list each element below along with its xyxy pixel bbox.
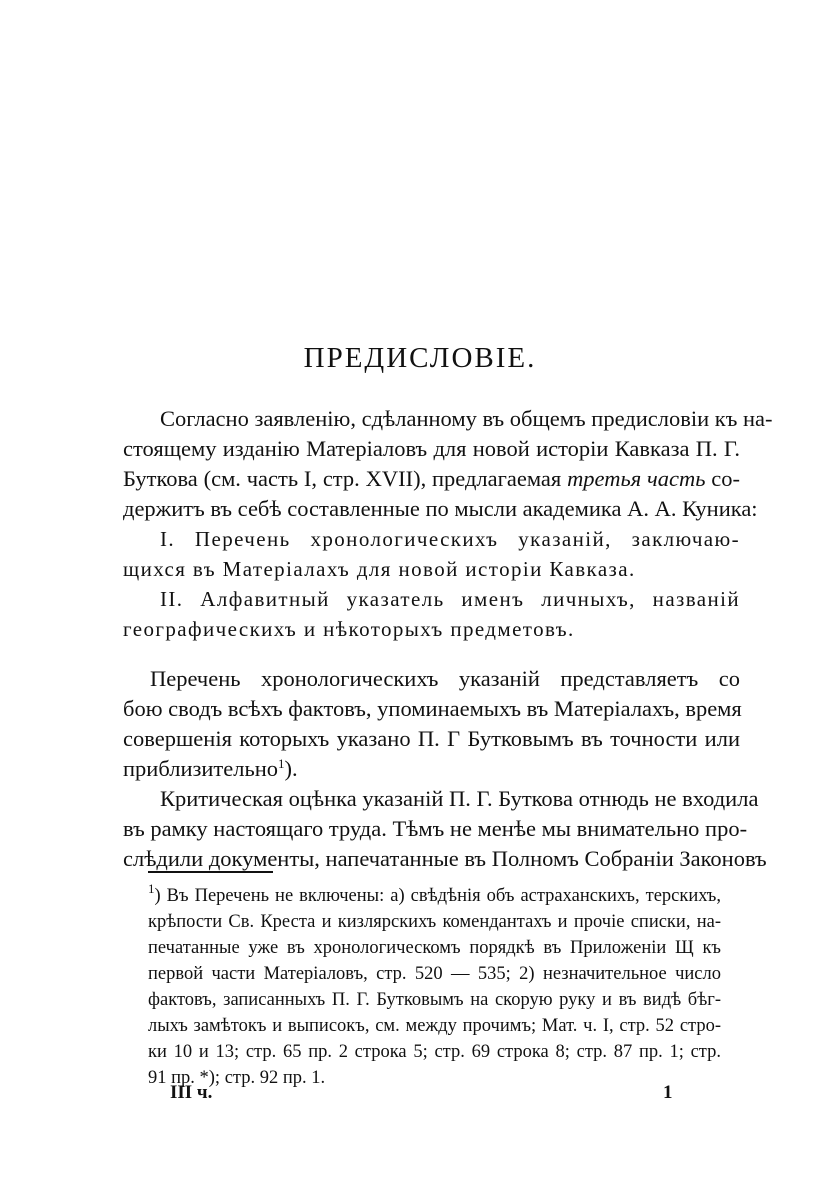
- list-item-2-line-1: II. Алфавитный указатель именъ личныхъ, названій: [160, 587, 740, 611]
- paragraph-1-line-4: держитъ въ себѣ составленные по мысли академика А. А. Куника:: [123, 496, 758, 521]
- paragraph-1-line-3-end: со-: [705, 466, 740, 491]
- paragraph-2-line-1: Перечень хронологическихъ указаній представляетъ со: [150, 666, 740, 691]
- paragraph-1-line-3: [123, 464, 740, 494]
- paragraph-2-line-3: совершенія которыхъ указано П. Г Бутковымъ въ точности или: [123, 726, 740, 751]
- signature-mark: III ч.: [170, 1082, 213, 1103]
- list-item-2-line-2: географическихъ и нѣкоторыхъ предметовъ.: [123, 617, 575, 641]
- paragraph-1-line-1: Согласно заявленію, сдѣланному въ общемъ предисловіи къ на-: [160, 406, 773, 431]
- list-item-1-line-2: щихся въ Матеріалахъ для новой исторіи Кавказа.: [123, 557, 636, 581]
- paragraph-3-line-2: въ рамку настоящаго труда. Тѣмъ не менѣе мы внимательно про-: [123, 816, 748, 841]
- paragraph-2-line-2: бою сводъ всѣхъ фактовъ, упоминаемыхъ въ Матеріалахъ, время: [123, 696, 742, 721]
- list-item-1-line-1: I. Перечень хронологическихъ указаній, заключаю-: [160, 527, 740, 551]
- footnote-divider: [148, 871, 273, 873]
- footnote-line-3: печатанные уже въ хронологическомъ порядкѣ въ Приложеніи Щ къ: [148, 938, 721, 958]
- footnote-line-5: фактовъ, записанныхъ П. Г. Бутковымъ на скорую руку и въ видѣ бѣг-: [148, 990, 721, 1010]
- page-title: ПРЕДИСЛОВІЕ.: [303, 342, 537, 374]
- footnote-line-2: крѣпости Св. Креста и кизлярскихъ комендантахъ и прочіе списки, на-: [148, 912, 721, 932]
- footnote-line-7: ки 10 и 13; стр. 65 пр. 2 строка 5; стр. 69 строка 8; стр. 87 пр. 1; стр.: [148, 1042, 721, 1062]
- footnote-line-8: 91 пр. *); стр. 92 пр. 1.: [148, 1068, 326, 1088]
- paragraph-1-line-2: стоящему изданію Матеріаловъ для новой исторіи Кавказа П. Г.: [123, 436, 740, 461]
- footnote-reference: 1: [278, 756, 285, 771]
- paragraph-3-line-3: слѣдили документы, напечатанные въ Полномъ Собраніи Законовъ: [123, 846, 767, 871]
- paragraph-2-line-4-text: приблизительно: [123, 756, 279, 781]
- footnote-mark: 1: [148, 881, 155, 896]
- footnote-line-1: [148, 881, 721, 908]
- paragraph-3-line-1: Критическая оцѣнка указаній П. Г. Буткова отнюдь не входила: [160, 786, 759, 811]
- paragraph-2-line-4: [123, 754, 298, 784]
- emphasis-third-part: третья часть: [567, 466, 706, 491]
- footnote-line-6: лыхъ замѣтокъ и выписокъ, см. между прочимъ; Мат. ч. I, стр. 52 стро-: [148, 1016, 721, 1036]
- page-number: 1: [663, 1082, 673, 1103]
- footnote-line-1-text: ) Въ Перечень не включены: а) свѣдѣнія объ астраханскихъ, терскихъ,: [154, 886, 721, 906]
- paragraph-2-line-4-end: ).: [284, 756, 298, 781]
- paragraph-1-line-3-text: Буткова (см. часть I, стр. XVII), предлагаемая: [123, 466, 568, 491]
- footnote-line-4: первой части Матеріаловъ, стр. 520 — 535; 2) незначительное число: [148, 964, 721, 984]
